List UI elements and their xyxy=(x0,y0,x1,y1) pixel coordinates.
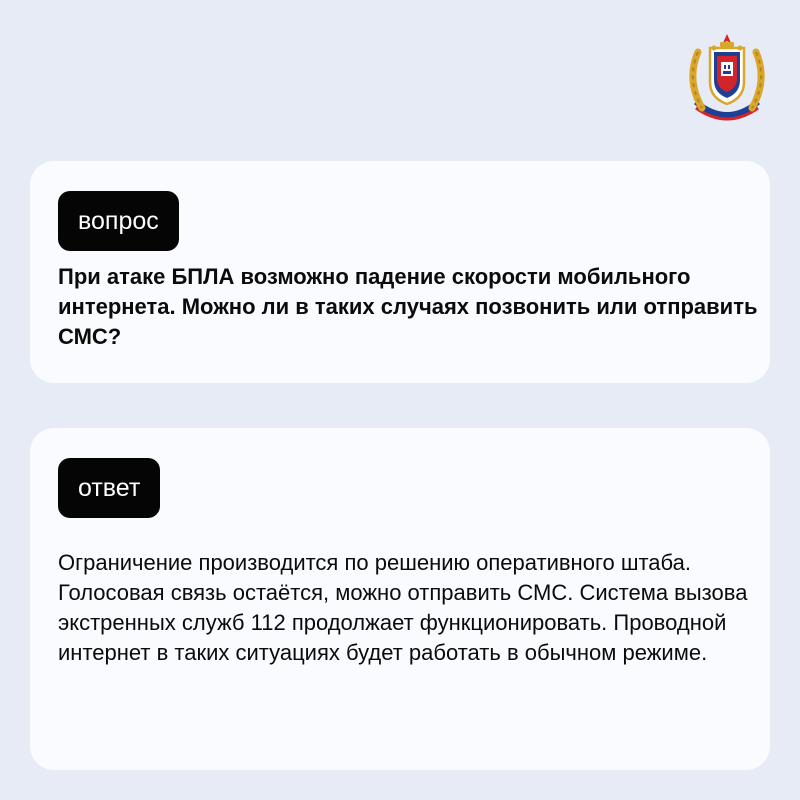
question-tag: вопрос xyxy=(58,191,179,251)
question-text: При атаке БПЛА возможно падение скорости мобильного интернета. Можно ли в таких случаях позвонить или отправить СМС? xyxy=(58,264,758,349)
question-card xyxy=(30,161,770,383)
coat-of-arms-icon xyxy=(684,30,770,130)
answer-text: Ограничение производится по решению оперативного штаба. Голосовая связь остаётся, можно отправить СМС. Система вызова экстренных служб 112 продолжает функционировать. Проводной интернет в таких ситуациях будет работать в обычном режиме. xyxy=(58,550,748,665)
answer-tag: ответ xyxy=(58,458,160,518)
answer-card xyxy=(30,428,770,770)
